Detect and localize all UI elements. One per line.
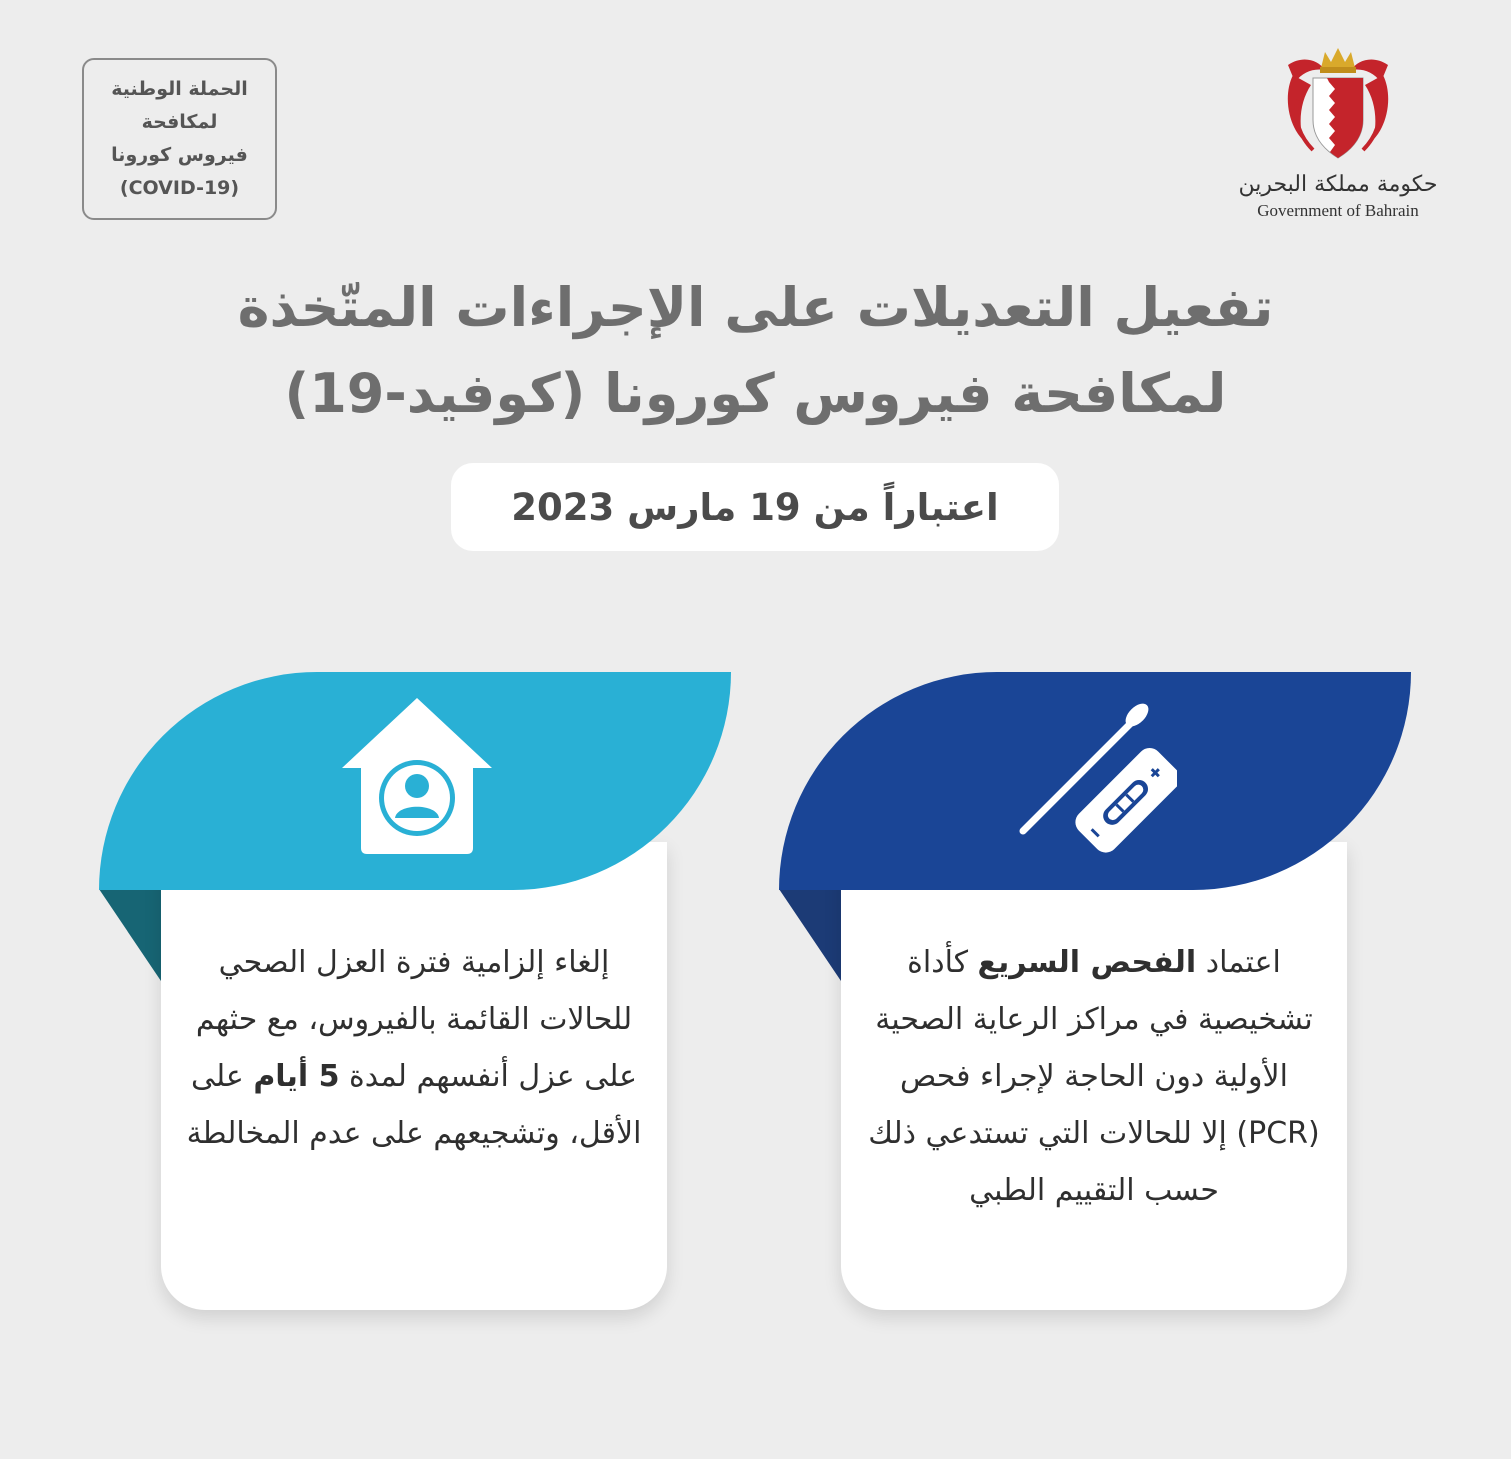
card-text-bold: 5 أيام: [253, 1059, 340, 1094]
government-logo: [1228, 40, 1448, 240]
card-isolation: [99, 672, 731, 1312]
card-text-after: كأداة تشخيصية في مراكز الرعاية الصحية الأولية دون الحاجة لإجراء فحص (PCR) إلا للحالات التي تستدعي ذلك حسب التقييم الطبي: [868, 945, 1320, 1208]
rapid-test-icon: [1017, 696, 1177, 856]
card-text-before: إلغاء إلزامية فترة العزل الصحي للحالات القائمة بالفيروس، مع حثهم على عزل أنفسهم لمدة: [195, 945, 638, 1094]
campaign-line-2: لمكافحة: [141, 111, 218, 133]
card-text-after: على الأقل، وتشجيعهم على عدم المخالطة: [186, 1059, 642, 1151]
government-name-english: Government of Bahrain: [1257, 201, 1419, 220]
card-description: [861, 934, 1327, 1219]
card-text-bold: الفحص السريع: [977, 945, 1197, 980]
government-name-arabic: حكومة مملكة البحرين: [1238, 172, 1438, 197]
card-rapid-test: [779, 672, 1411, 1312]
campaign-line-1: الحملة الوطنية: [111, 78, 248, 100]
home-isolation-icon: [337, 696, 497, 856]
card-text-before: اعتماد: [1196, 945, 1281, 980]
title-line-2: لمكافحة فيروس كورونا (كوفيد-19): [284, 362, 1227, 425]
effective-date-badge: [451, 463, 1059, 551]
coat-of-arms-icon: [1283, 40, 1393, 165]
effective-date-label: اعتباراً من 19 مارس 2023: [511, 485, 999, 529]
card-fold: [779, 889, 843, 984]
campaign-badge: [82, 58, 277, 220]
card-fold: [99, 889, 163, 984]
campaign-line-4: (COVID-19): [119, 177, 240, 199]
campaign-line-3: فيروس كورونا: [111, 144, 248, 166]
page-title: [0, 265, 1511, 437]
card-description: [181, 934, 647, 1162]
title-line-1: تفعيل التعديلات على الإجراءات المتّخذة: [237, 276, 1274, 339]
